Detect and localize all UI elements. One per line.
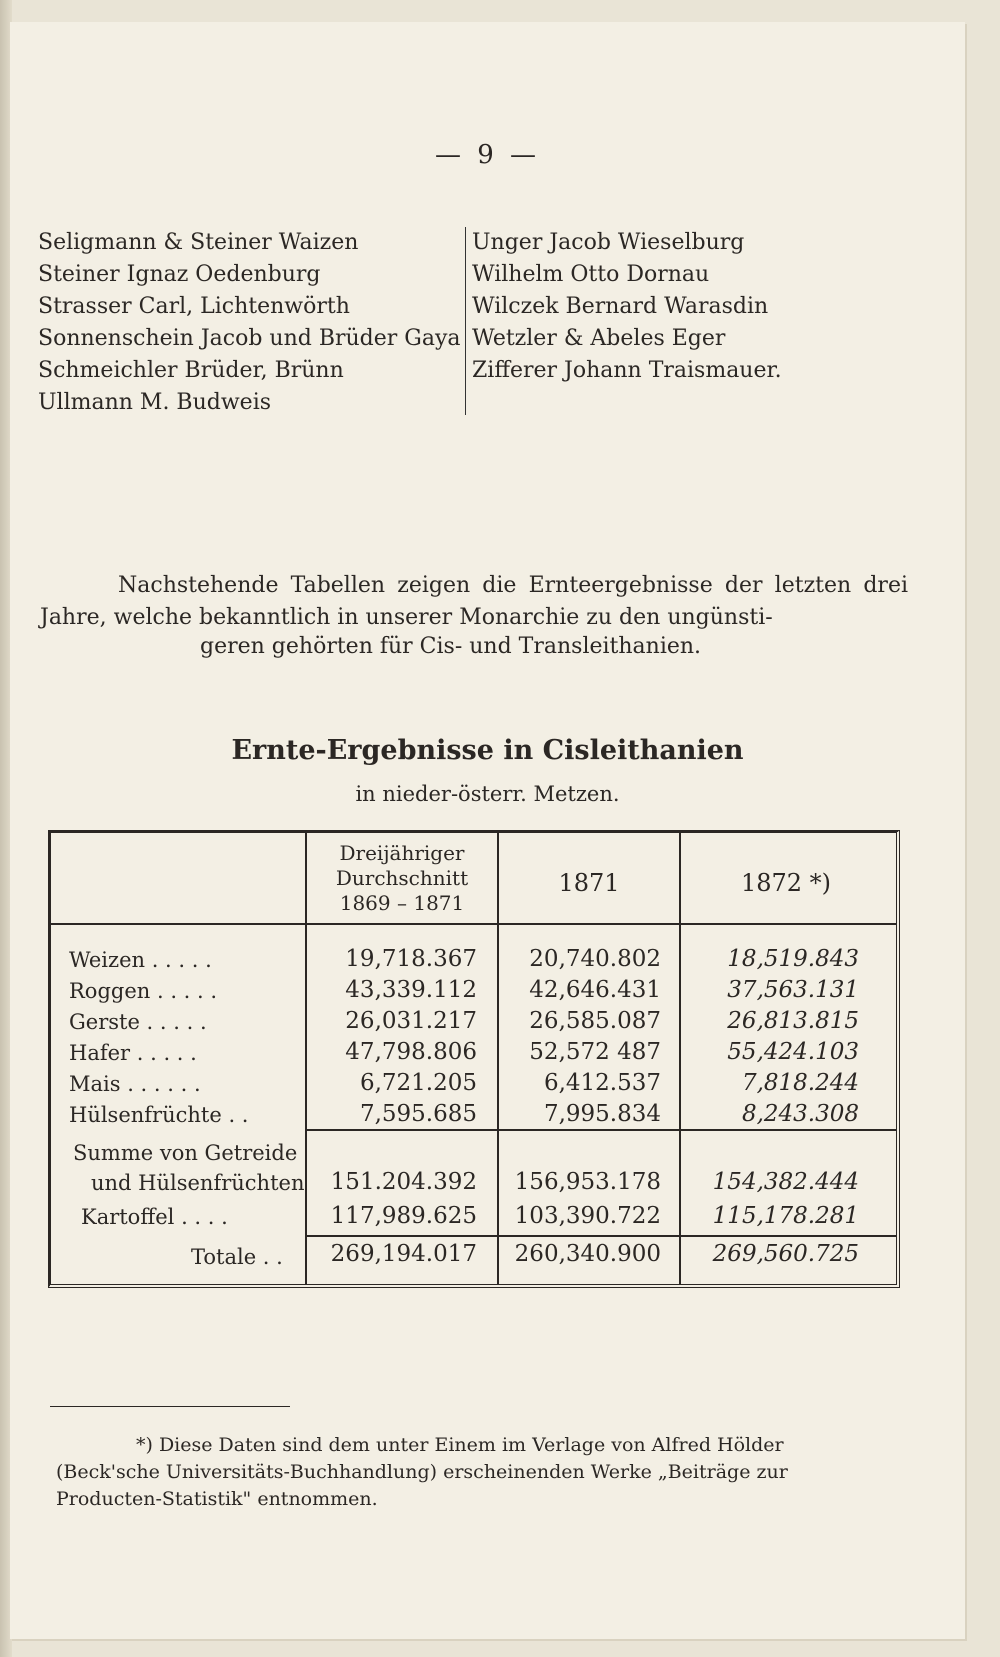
table-title: Ernte-Ergebnisse in Cisleithanien [231,735,744,766]
row-label: Gerste . . . . . [69,1010,207,1034]
table-cell: 151.204.392 [330,1169,477,1195]
row-label: Hafer . . . . . [69,1041,197,1065]
footnote-line: Producten-Statistik" entnommen. [56,1488,378,1510]
table-cell: 6,412.537 [543,1070,661,1096]
harvest-table [48,830,900,1288]
list-item: Seligmann & Steiner Waizen [38,230,359,255]
row-label-total: Totale . . [191,1245,283,1269]
sum-rule [305,1129,896,1131]
row-label-sum-2: und Hülsenfrüchten [91,1171,305,1195]
row-label: Weizen . . . . . [69,948,212,972]
header-1871: 1871 [558,869,620,897]
row-label-potato: Kartoffel . . . . [81,1205,228,1229]
row-label: Mais . . . . . . [69,1072,201,1096]
table-cell: 20,740.802 [529,946,661,972]
row-label-sum-1: Summe von Getreide [73,1141,298,1165]
list-item: Zifferer Johann Traismauer. [472,358,782,383]
row-label: Hülsenfrüchte . . [69,1103,249,1127]
table-cell: 19,718.367 [345,946,477,972]
table-cell: 6,721.205 [359,1070,477,1096]
table-cell: 42,646.431 [529,977,661,1003]
list-item: Steiner Ignaz Oedenburg [38,262,321,287]
table-cell: 154,382.444 [712,1169,859,1195]
header-average: Dreijähriger Durchschnitt 1869 – 1871 [335,841,469,915]
list-item: Wilhelm Otto Dornau [472,262,710,287]
table-cell: 26,031.217 [345,1008,477,1034]
table-cell: 18,519.843 [727,946,859,972]
table-cell: 117,989.625 [330,1203,477,1229]
table-cell: 8,243.308 [741,1101,859,1127]
table-cell: 7,595.685 [359,1101,477,1127]
list-item: Wilczek Bernard Warasdin [472,294,769,319]
list-item: Wetzler & Abeles Eger [472,326,726,351]
page-number: — 9 — [434,140,541,170]
table-cell: 37,563.131 [727,977,859,1003]
footnote-line: *) Diese Daten sind dem unter Einem im Verlage von Alfred Hölder [136,1434,784,1456]
table-cell: 156,953.178 [514,1169,661,1195]
intro-paragraph: Nachstehende Tabellen zeigen die Ernteergebnisse der letzten drei Jahre, welche bekanntlich in unserer Monarchie zu den ungünsti- [40,573,908,630]
table-cell: 43,339.112 [345,977,477,1003]
table-cell: 269,194.017 [330,1241,477,1267]
list-item: Ullmann M. Budweis [38,390,272,415]
table-cell: 115,178.281 [712,1203,859,1229]
table-cell: 47,798.806 [345,1039,477,1065]
name-list-left [38,227,461,419]
table-cell: 7,818.244 [741,1070,859,1096]
book-page [10,22,965,1639]
table-subtitle: in nieder-österr. Metzen. [355,782,620,806]
table-cell: 260,340.900 [514,1241,661,1267]
table-cell: 103,390.722 [514,1203,661,1229]
footnote-rule [50,1406,290,1407]
table-cell: 269,560.725 [712,1241,859,1267]
row-label: Roggen . . . . . [69,979,218,1003]
name-list-right [465,227,932,415]
intro-paragraph-end: geren gehörten für Cis- und Transleithanien. [200,634,702,659]
list-item: Strasser Carl, Lichtenwörth [38,294,350,319]
header-1872: 1872 *) [740,869,832,897]
table-cell: 7,995.834 [543,1101,661,1127]
list-item: Unger Jacob Wieselburg [472,230,745,255]
table-cell: 26,813.815 [727,1008,859,1034]
list-item: Sonnenschein Jacob und Brüder Gaya [38,326,461,351]
footnote [56,1432,912,1513]
footnote-line: (Beck'sche Universitäts-Buchhandlung) erscheinenden Werke „Beiträge zur [56,1461,788,1483]
header-rule [51,923,896,925]
table-cell: 26,585.087 [529,1008,661,1034]
table-cell: 55,424.103 [727,1039,859,1065]
list-item: Schmeichler Brüder, Brünn [38,358,344,383]
table-cell: 52,572 487 [529,1039,661,1065]
total-rule [305,1235,896,1237]
